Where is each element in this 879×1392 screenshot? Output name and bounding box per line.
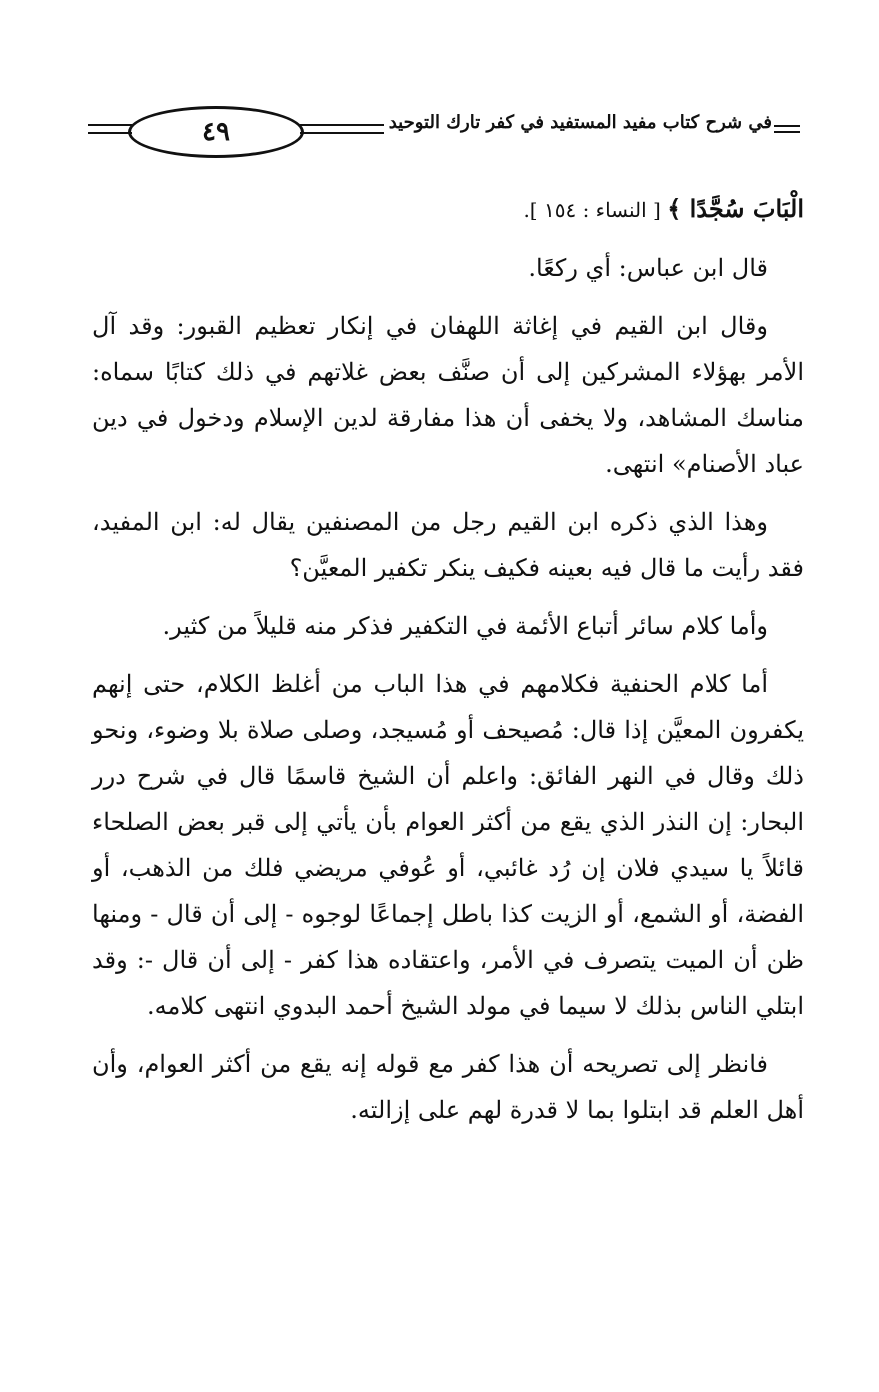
paragraph: فانظر إلى تصريحه أن هذا كفر مع قوله إنه يقع من أكثر العوام، وأن أهل العلم قد ابتلوا بما لا قدرة لهم على إزالته.: [92, 1050, 804, 1124]
page-header: [88, 98, 808, 162]
paragraph: وهذا الذي ذكره ابن القيم رجل من المصنفين يقال له: ابن المفيد، فقد رأيت ما قال فيه بعينه فكيف ينكر تكفير المعيَّن؟: [92, 508, 804, 582]
header-rule: [88, 132, 132, 134]
ayah-text: الْبَابَ سُجَّدًا ﴾: [667, 194, 804, 223]
header-rule: [300, 124, 384, 126]
header-rule: [774, 125, 800, 127]
page-body: [92, 186, 804, 1145]
running-title: في شرح كتاب مفيد المستفيد في كفر تارك التوحيد: [388, 112, 772, 133]
paragraph: أما كلام الحنفية فكلامهم في هذا الباب من أغلظ الكلام، حتى إنهم يكفرون المعيَّن إذا قال: مُصيحف أو مُسيجد، وصلى صلاة بلا وضوء، ونحو ذلك وقال في النهر الفائق: واعلم أن الشيخ قاسمًا قال في شرح درر البحار: إن النذر الذي يقع من أكثر العوام بأن يأتي إلى قبر بعض الصلحاء قائلاً يا سيدي فلان إن رُد غائبي، أو عُوفي مريضي فلك من الذهب، أو الفضة، أو الشمع، أو الزيت كذا باطل إجماعًا لوجوه - إلى أن قال - ومنها ظن أن الميت يتصرف في الأمر، واعتقاده هذا كفر - إلى أن قال -: وقد ابتلي الناس بذلك لا سيما في مولد الشيخ أحمد البدوي انتهى كلامه.: [92, 670, 804, 1020]
header-rule: [774, 131, 800, 133]
paragraph: قال ابن عباس: أي ركعًا.: [528, 254, 768, 282]
paragraph: وأما كلام سائر أتباع الأئمة في التكفير فذكر منه قليلاً من كثير.: [162, 612, 768, 640]
paragraph: وقال ابن القيم في إغاثة اللهفان في إنكار تعظيم القبور: وقد آل الأمر بهؤلاء المشركين إلى أن صنَّف بعض غلاتهم في ذلك كتابًا سماه: مناسك المشاهد، ولا يخفى أن هذا مفارقة لدين الإسلام ودخول في دين عباد الأصنام» انتهى.: [92, 312, 804, 478]
page-number: ٤٩: [128, 106, 304, 158]
header-rule: [88, 124, 132, 126]
header-rule: [300, 132, 384, 134]
ayah-reference: [ النساء : ١٥٤ ].: [523, 198, 668, 222]
ayah-line: [92, 186, 804, 233]
